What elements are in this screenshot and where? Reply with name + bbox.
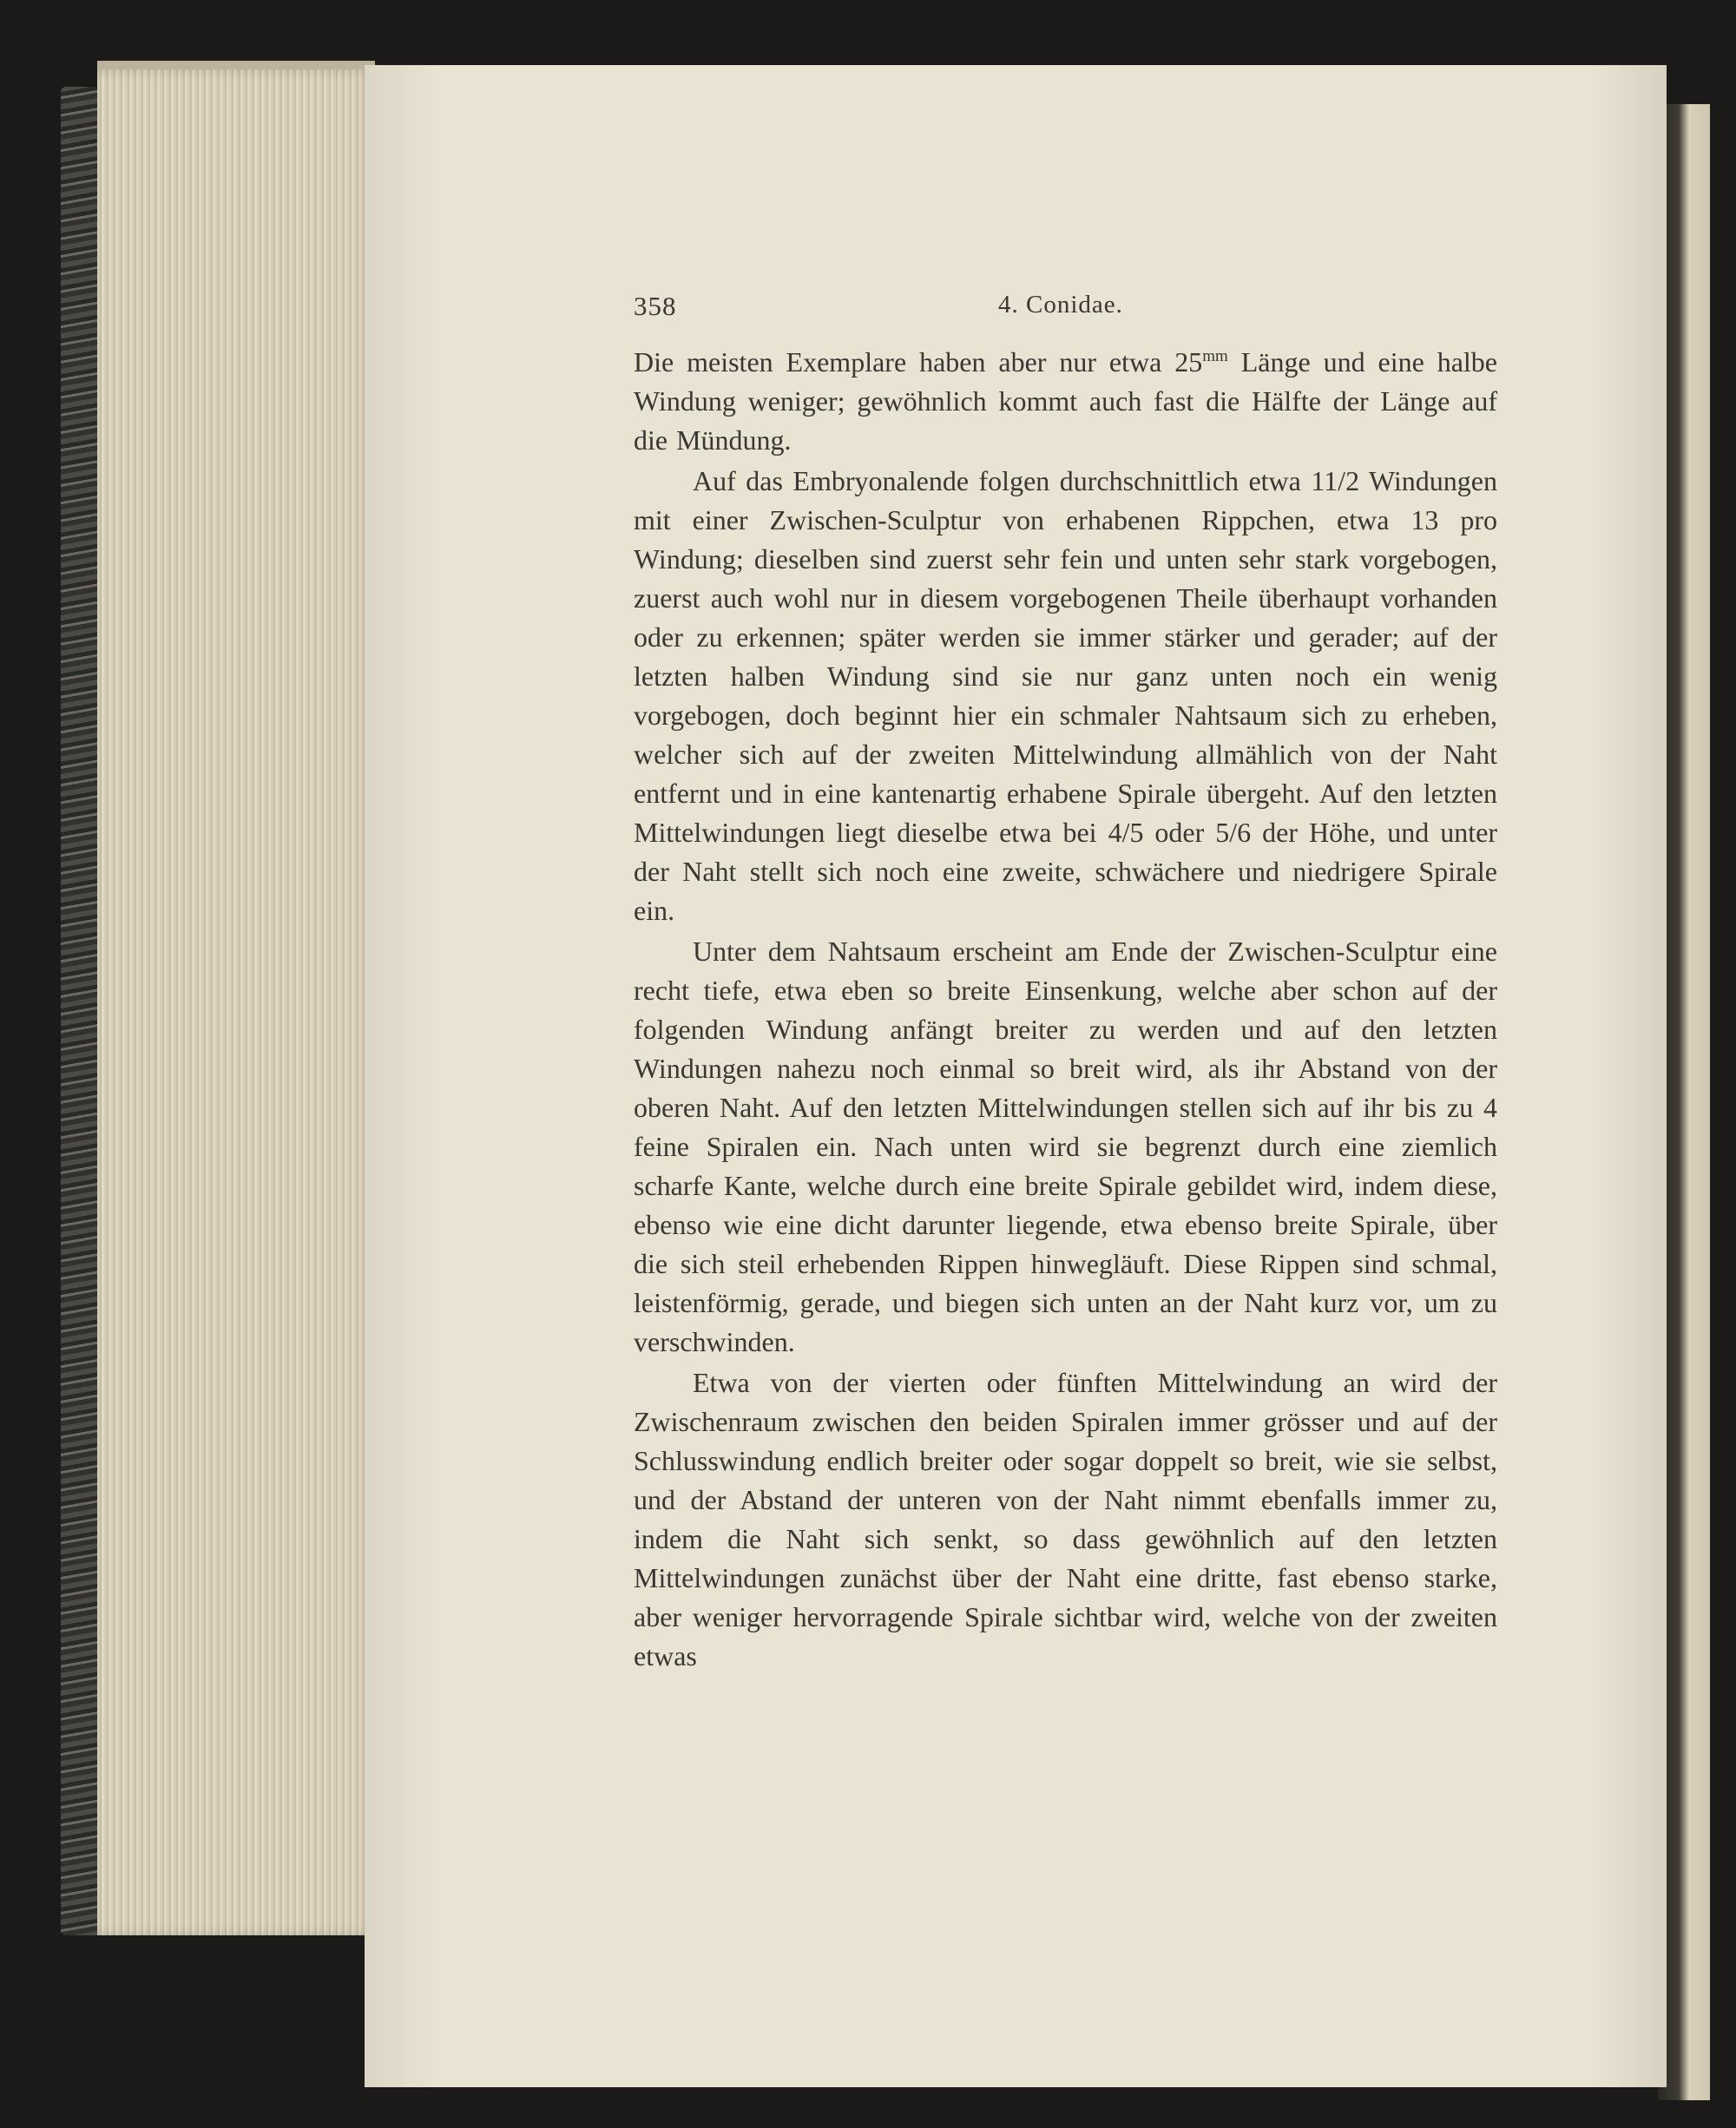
paragraph-1 — [634, 343, 1497, 460]
paragraph-2 — [634, 462, 1497, 930]
unit-superscript: mm — [1202, 347, 1228, 365]
fraction-four-fifths: 4/5 — [1108, 817, 1144, 848]
paragraph-2-mid2: oder — [1143, 817, 1216, 848]
paragraph-3: Unter dem Nahtsaum erscheint am Ende der Zwischen-Sculptur eine recht tiefe, etwa eben so breite Einsenkung, welche aber schon auf der folgenden Windung anfängt breiter zu werden und auf den letzten Windungen nahezu noch einmal so breit wird, als ihr Abstand von der oberen Naht. Auf den letzten Mittelwindungen stellen sich auf ihr bis zu 4 feine Spiralen ein. Nach unten wird sie begrenzt durch eine ziemlich scharfe Kante, welche durch eine breite Spirale gebildet wird, indem diese, ebenso wie eine dicht darunter liegende, etwa ebenso breite Spirale, über die sich steil erhebenden Rippen hinwegläuft. Diese Rippen sind schmal, leistenförmig, gerade, und biegen sich unten an der Naht kurz vor, um zu verschwinden. — [634, 936, 1497, 1357]
page-block-edges — [97, 69, 375, 1935]
page-header — [634, 291, 1497, 343]
paragraph-1-pre: Die meisten Exemplare haben aber nur etwa 25 — [634, 346, 1203, 378]
paragraph-2-post: der Höhe, und unter der Naht stellt sich noch eine zweite, schwächere und niedrigere Spirale ein. — [634, 817, 1498, 926]
fraction-five-sixths: 5/6 — [1215, 817, 1252, 848]
page-content — [634, 291, 1497, 1676]
paragraph-4: Etwa von der vierten oder fünften Mittelwindung an wird der Zwischenraum zwischen den beiden Spiralen immer grösser und auf der Schlusswindung endlich breiter oder sogar doppelt so breit, wie sie selbst, und der Abstand der unteren von der Naht nimmt ebenfalls immer zu, indem die Naht sich senkt, so dass gewöhnlich auf den letzten Mittelwindungen zunächst über der Naht eine dritte, fast ebenso starke, aber weniger hervorragende Spirale sichtbar wird, welche von der zweiten etwas — [634, 1367, 1497, 1672]
page-number: 358 — [634, 291, 677, 321]
paragraph-2-pre: Auf das Embryonalende folgen durchschnittlich etwa 1 — [693, 465, 1325, 496]
paragraph-1-post: Länge und eine halbe Windung weniger; gewöhnlich kommt auch fast die Hälfte der Länge auf die Mündung. — [634, 346, 1498, 456]
running-title: 4. Conidae. — [998, 291, 1123, 319]
body-text — [634, 343, 1497, 1676]
fraction-one-half: 1/2 — [1324, 465, 1360, 496]
paragraph-2-mid: Windungen mit einer Zwischen-Sculptur von erhabenen Rippchen, etwa 13 pro Windung; dieselben sind zuerst sehr fein und unten sehr stark vorgebogen, zuerst auch wohl nur in diesem vorgebogenen Theile überhaupt vorhanden oder zu erkennen; später werden sie immer stärker und gerader; auf der letzten halben Windung sind sie nur ganz unten noch ein wenig vorgebogen, doch beginnt hier ein schmaler Nahtsaum sich zu erheben, welcher sich auf der zweiten Mittelwindung allmählich von der Naht entfernt und in eine kantenartig erhabene Spirale übergeht. Auf den letzten Mittelwindungen liegt dieselbe etwa bei — [634, 465, 1498, 848]
